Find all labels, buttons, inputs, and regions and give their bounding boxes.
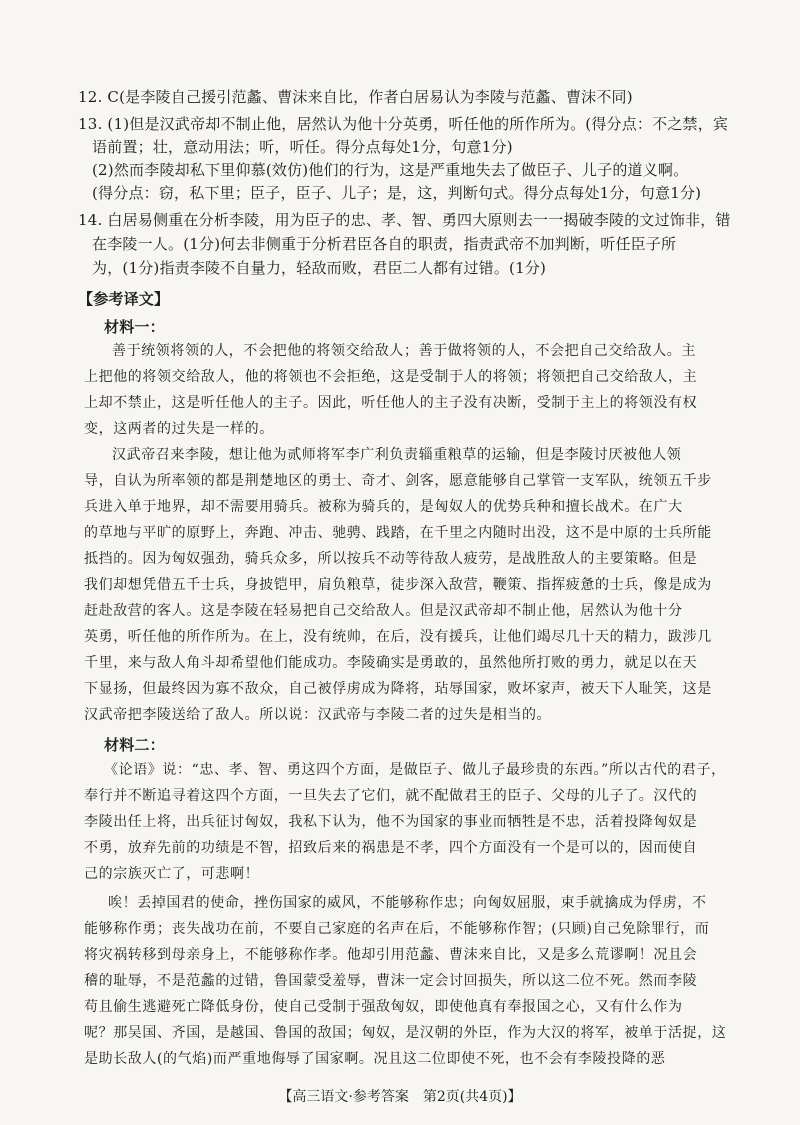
material-1-line: 汉武帝召来李陵，想让他为贰师将军李广利负责辎重粮草的运输，但是李陵讨厌被他人领 bbox=[112, 447, 682, 463]
material-2-line: 稽的耻辱，不是范蠡的过错，鲁国蒙受羞辱，曹沫一定会讨回损失，所以这二位不死。然而李陵 bbox=[84, 973, 698, 989]
material-2-line: 唉！丢掉国君的使命，挫伤国家的威风，不能够称作忠；向匈奴屈服，束手就擒成为俘虏，不 bbox=[108, 895, 707, 911]
material-2-line: 是助长敌人(的气焰)而严重地侮辱了国家啊。况且这二位即使不死，也不会有李陵投降的恶 bbox=[84, 1051, 666, 1067]
translation-heading: 【参考译文】 bbox=[78, 290, 170, 308]
material-1-line: 下显扬，但最终因为寡不敌众，自己被俘虏成为降将，玷辱国家，败坏家声，被天下人耻笑，这是 bbox=[84, 681, 712, 697]
material-2-line: 奉行并不断追寻着这四个方面，一旦失去了它们，就不配做君王的臣子、父母的儿子了。汉代的 bbox=[84, 788, 698, 804]
material-1-line: 导，自认为所率领的都是荆楚地区的勇士、奇才、剑客，愿意能够自己掌管一支军队，统领五千步 bbox=[84, 473, 712, 489]
material-1-line: 千里，来与敌人角斗却希望他们能成功。李陵确实是勇敢的，虽然他所打败的勇力，就足以在天 bbox=[84, 655, 698, 671]
answer-13-line: (得分点：窃，私下里；臣子，臣子、儿子；是，这，判断句式。得分点每处1分，句意1分) bbox=[92, 184, 702, 202]
material-2-line: 己的宗族灭亡了，可悲啊！ bbox=[84, 866, 260, 882]
material-2-line: 将灾祸转移到母亲身上，不能够称作孝。他却引用范蠡、曹沫来自比，又是多么荒谬啊！况且会 bbox=[84, 947, 698, 963]
material-2-line: 呢？那吴国、齐国，是越国、鲁国的敌国；匈奴，是汉朝的外臣，作为大汉的将军，被单于活捉，这 bbox=[84, 1025, 727, 1041]
material-1-line: 上把他的将领交给敌人，他的将领也不会拒绝，这是受制于人的将领；将领把自己交给敌人，主 bbox=[84, 369, 698, 385]
material-2-line: 不勇，放弃先前的功绩是不智，招致后来的祸患是不孝，四个方面没有一个是可以的，因而使自 bbox=[84, 840, 698, 856]
material-2-line: 《论语》说：“忠、孝、智、勇这四个方面，是做臣子、做儿子最珍贵的东西。”所以古代的君子， bbox=[104, 762, 726, 778]
material-2-title: 材料二： bbox=[104, 736, 165, 754]
material-2-line: 李陵出任上将，出兵征讨匈奴，我私下认为，他不为国家的事业而牺牲是不忠，活着投降匈奴是 bbox=[84, 814, 698, 830]
material-1-line: 英勇，听任他的所作所为。在上，没有统帅，在后，没有援兵，让他们竭尽几十天的精力，跋涉几 bbox=[84, 629, 712, 645]
material-2-line: 苟且偷生逃避死亡降低身份，使自己受制于强敌匈奴，即使他真有奉报国之心，又有什么作为 bbox=[84, 999, 683, 1015]
answer-12: 12. C(是李陵自己援引范蠡、曹沫来自比，作者白居易认为李陵与范蠡、曹沫不同) bbox=[78, 88, 633, 106]
answer-13-line: 13. (1)但是汉武帝却不制止他，居然认为他十分英勇，听任他的所作所为。(得分点：不之禁，宾 bbox=[78, 115, 729, 133]
page-footer: 【高三语文·参考答案 第2页(共4页)】 bbox=[278, 1089, 522, 1105]
material-1-line: 变，这两者的过失是一样的。 bbox=[84, 421, 274, 437]
material-2-line: 能够称作勇；丧失战功在前，不要自己家庭的名声在后，不能够称作智；(只顾)自己免除罪行，而 bbox=[84, 921, 710, 937]
material-1-line: 兵进入单于地界，却不需要用骑兵。被称为骑兵的，是匈奴人的优势兵种和擅长战术。在广大 bbox=[84, 499, 683, 515]
material-1-line: 汉武帝把李陵送给了敌人。所以说：汉武帝与李陵二者的过失是相当的。 bbox=[84, 707, 552, 723]
answer-14-line: 在李陵一人。(1分)何去非侧重于分析君臣各自的职责，指责武帝不加判断，听任臣子所 bbox=[92, 235, 677, 253]
material-1-line: 的草地与平旷的原野上，奔跑、冲击、驰骋、践踏，在千里之内随时出没，这不是中原的士兵所能 bbox=[84, 525, 712, 541]
material-1-line: 上却不禁止，这是听任他人的主子。因此，听任他人的主子没有决断，受制于主上的将领没有权 bbox=[84, 395, 698, 411]
material-1-line: 抵挡的。因为匈奴强劲，骑兵众多，所以按兵不动等待敌人疲劳，是战胜敌人的主要策略。但是 bbox=[84, 551, 698, 567]
material-1-line: 赶赴敌营的客人。这是李陵在轻易把自己交给敌人。但是汉武帝却不制止他，居然认为他十分 bbox=[84, 603, 683, 619]
material-1-line: 我们却想凭借五千士兵，身披铠甲，肩负粮草，徒步深入敌营，鞭策、指挥疲惫的士兵，像是成为 bbox=[84, 577, 712, 593]
material-1-title: 材料一： bbox=[104, 318, 165, 336]
answer-13-line: (2)然而李陵却私下里仰慕(效仿)他们的行为，这是严重地失去了做臣子、儿子的道义啊。 bbox=[92, 161, 689, 179]
material-1-line: 善于统领将领的人，不会把他的将领交给敌人；善于做将领的人，不会把自己交给敌人。主 bbox=[112, 343, 696, 359]
answer-14-line: 14. 白居易侧重在分析李陵，用为臣子的忠、孝、智、勇四大原则去一一揭破李陵的文过饰非，错 bbox=[78, 211, 731, 229]
answer-13-line: 语前置；壮，意动用法；听，听任。得分点每处1分，句意1分) bbox=[92, 138, 513, 156]
answer-14-line: 为，(1分)指责李陵不自量力，轻敌而败，君臣二人都有过错。(1分) bbox=[92, 259, 547, 277]
